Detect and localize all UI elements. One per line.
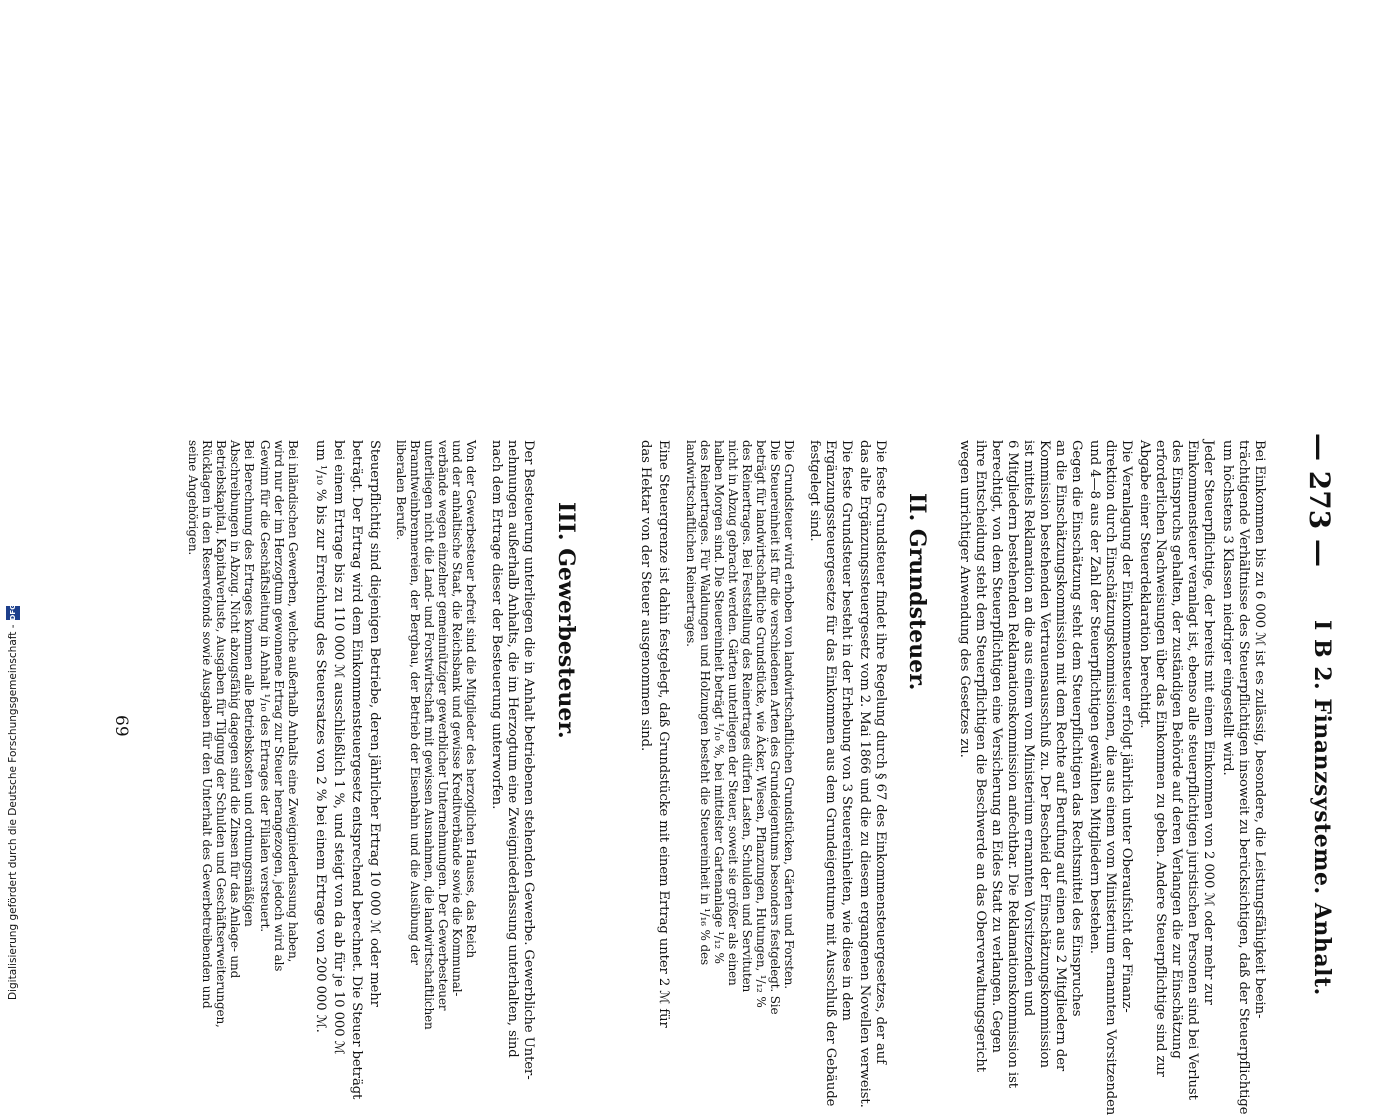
text-line: Die feste Grundsteuer besteht in der Erhebung von 3 Steuereinheiten, wie diese in dem: [839, 440, 854, 1021]
text-line: ihre Entscheidung steht dem Steuerpflichtigen die Beschwerde an das Oberverwaltungsgericht: [973, 440, 988, 1072]
text-line: wird nur der im Herzogtum gewonnene Ertrag zur Steuer herangezogen, jedoch wird als: [272, 440, 286, 972]
text-line: Die Steuereinheit ist für die verschiedenen Arten des Grundeigentums besonders festgelegt. Sie: [768, 440, 782, 1015]
text-line: Die Veranlagung der Einkommensteuer erfolgt jährlich unter Oberaufsicht der Finanz-: [1119, 440, 1134, 1013]
text-line: Von der Gewerbesteuer befreit sind die Mitglieder des herzoglichen Hauses, das Reich: [464, 440, 478, 958]
text-line: Bei inländischen Gewerben, welche außerhalb Anhalts eine Zweigniederlassung haben,: [286, 440, 300, 963]
text-line: nicht in Abzug gebracht werden. Gärten unterliegen der Steuer, soweit sie größer als einen: [726, 440, 740, 986]
text-line: direktion durch Einschätzungskommissionen, die aus einem vom Ministerium ernannten Vorsitzenden: [1103, 440, 1118, 1115]
text-line: nehmungen außerhalb Anhalts, die im Herzogtum eine Zweigniederlassung unterhalten, sind: [505, 440, 520, 1058]
text-line: Der Besteuerung unterliegen die in Anhalt betriebenen stehenden Gewerbe. Gewerbliche Unter-: [521, 440, 536, 1080]
text-line: wegen unrichtiger Anwendung des Gesetzes zu.: [957, 440, 972, 758]
text-line: an die Einschätzungskommission mit dem Rechte auf Berufung auf einen aus 2 Mitgliedern der: [1053, 440, 1068, 1072]
text-line: Gewinn für die Geschäftsleitung in Anhalt ¹/₁₀ des Ertrages der Filialen versteuert.: [258, 440, 272, 932]
text-line: um höchstens 3 Klassen niedriger eingestellt wird.: [1220, 440, 1235, 776]
text-line: und 4—8 aus der Zahl der Steuerpflichtigen gewählten Mitgliedern bestehen.: [1087, 440, 1102, 954]
text-line: Rücklagen in den Reservefonds sowie Ausgaben für den Unterhalt des Gewerbetreibenden und: [200, 440, 214, 1009]
text-line: erforderlichen Nachweisungen über das Einkommen zu geben. Andere Steuerpflichtige sind zur: [1153, 440, 1168, 1077]
text-line: Branntweinbrennereien, der Bergbau, der Betrieb der Eisenbahn und die Ausübung der: [408, 440, 422, 965]
text-line: und der anhaltische Staat, die Reichsbank und gewisse Kreditverbände sowie die Kommunal-: [450, 440, 464, 997]
text-line: Eine Steuergrenze ist dahin festgelegt, daß Grundstücke mit einem Ertrag unter 2 ℳ für: [656, 440, 671, 1028]
text-line: liberalen Berufe.: [394, 440, 408, 541]
text-line: Betriebskapital, Kapitalverluste, Ausgaben für Tilgung der Schulden und Geschäftserweiterungen,: [214, 440, 228, 1028]
text-line: Gegen die Einschätzung steht dem Steuerpflichtigen das Rechtsmittel des Einspruches: [1069, 440, 1084, 1017]
credit-text: Digitalisierung gefördert durch die Deutsche Forschungsgemeinschaft -: [7, 624, 19, 1000]
folio-number: 69: [111, 715, 131, 737]
text-line: Kommission bestehenden Vertrauensausschuß zu. Der Bescheid der Einschätzungskommission: [1037, 440, 1052, 1068]
text-line: Ergänzungssteuergesetze für das Einkommen aus dem Grundeigentume mit Ausschluß der Gebäude: [823, 440, 838, 1107]
text-line: nach dem Ertrage dieser der Besteuerung unterworfen.: [489, 440, 504, 810]
text-line: festgelegt sind.: [807, 440, 822, 542]
text-line: seine Angehörigen.: [186, 440, 200, 556]
section-2-heading: II. Grundsteuer.: [904, 493, 930, 691]
text-line: landwirtschaftlichen Reinertrages.: [684, 440, 698, 647]
text-line: das Hektar von der Steuer ausgenommen sind.: [638, 440, 653, 752]
text-line: beträgt. Der Ertrag wird dem Einkommensteuergesetz entsprechend berechnet. Die Steuer beträgt: [349, 440, 364, 1100]
text-line: Abschreibungen in Abzug. Nicht abzugsfähig dagegen sind die Zinsen für das Anlage- und: [228, 440, 242, 979]
text-line: Steuerpflichtig sind diejenigen Betriebe, deren jährlicher Ertrag 10 000 ℳ oder mehr: [367, 440, 382, 1007]
digitization-credit: [2, 0, 24, 1000]
running-title: I B 2. Finanzsysteme. Anhalt.: [1309, 620, 1335, 996]
text-line: Die feste Grundsteuer findet ihre Regelung durch § 67 des Einkommensteuergesetzes, der auf: [873, 440, 888, 1064]
text-line: bei einem Ertrage bis zu 110 000 ℳ ausschließlich 1 %, und steigt von da ab für je 10 000 ℳ: [331, 440, 346, 1055]
text-line: Einkommensteuer veranlagt ist, ebenso alle steuerpflichtigen juristischen Personen sind bei Verlust: [1185, 440, 1200, 1100]
text-line: des Reinertrages. Bei Feststellung des Reinertrages dürfen Lasten, Schulden und Servituten: [740, 440, 754, 993]
text-line: ist mittels Reklamation an die aus einem vom Ministerium ernannten Vorsitzenden und: [1021, 440, 1036, 1017]
text-line: berechtigt, von dem Steuerpflichtigen eine Versicherung an Eides Statt zu verlangen. Gegen: [989, 440, 1004, 1053]
text-line: trächtigende Verhältnisse des Steuerpflichtigen insoweit zu berücksichtigen, daß der Steuerpflichtige: [1236, 440, 1251, 1115]
text-line: Bei Einkommen bis zu 6 000 ℳ ist es zulässig, besondere, die Leistungsfähigkeit beein-: [1252, 440, 1267, 1019]
text-line: Jeder Steuerpflichtige, der bereits mit einem Einkommen von 2 000 ℳ oder mehr zur: [1201, 440, 1216, 1005]
text-line: Abgabe einer Steuerdeklaration berechtigt.: [1137, 440, 1152, 729]
text-line: des Einspruchs gehalten, der zuständigen Behörde auf deren Verlangen die zur Einschätzung: [1169, 440, 1184, 1059]
text-line: halben Morgen sind. Die Steuereinheit beträgt ¹/₁₀ %, bei mittelster Gartenanlage ¹/₁₂ %: [712, 440, 726, 964]
text-line: beträgt für landwirtschaftliche Grundstücke, wie Äcker, Wiesen, Pflanzungen, Hutungen, ¹/₁₂ %: [754, 440, 768, 1008]
page-number: — 273 —: [1303, 433, 1336, 567]
text-line: Die Grundsteuer wird erhoben von landwirtschaftlichen Grundstücken, Gärten und Forsten.: [782, 440, 796, 989]
text-line: 6 Mitgliedern bestehenden Reklamationskommission anfechtbar. Die Reklamationskommission ist: [1005, 440, 1020, 1088]
section-3-heading: III. Gewerbesteuer.: [553, 502, 579, 739]
text-line: um ¹/₁₀ % bis zur Erreichung des Steuersatzes von 2 % bei einem Ertrage von 200 000 ℳ.: [313, 440, 328, 1033]
text-line: verbände wegen einzelner gemeinnütziger gewerblicher Unternehmungen. Der Gewerbesteuer: [436, 440, 450, 1011]
text-line: des Reinertrages. Für Waldungen und Holzungen besteht die Steuereinheit in ¹/₁₆ % des: [698, 440, 712, 965]
dfg-logo-icon: DFG: [6, 606, 20, 620]
text-line: Bei Berechnung des Ertrages kommen alle Betriebskosten und ordnungsmäßigen: [242, 440, 256, 927]
text-line: das alte Ergänzungssteuergesetz vom 2. Mai 1866 und die zu diesem ergangenen Novellen verweist.: [857, 440, 872, 1108]
text-line: unterliegen nicht die Land- und Forstwirtschaft mit gewissen Ausnahmen, die landwirtschaftlichen: [422, 440, 436, 1030]
